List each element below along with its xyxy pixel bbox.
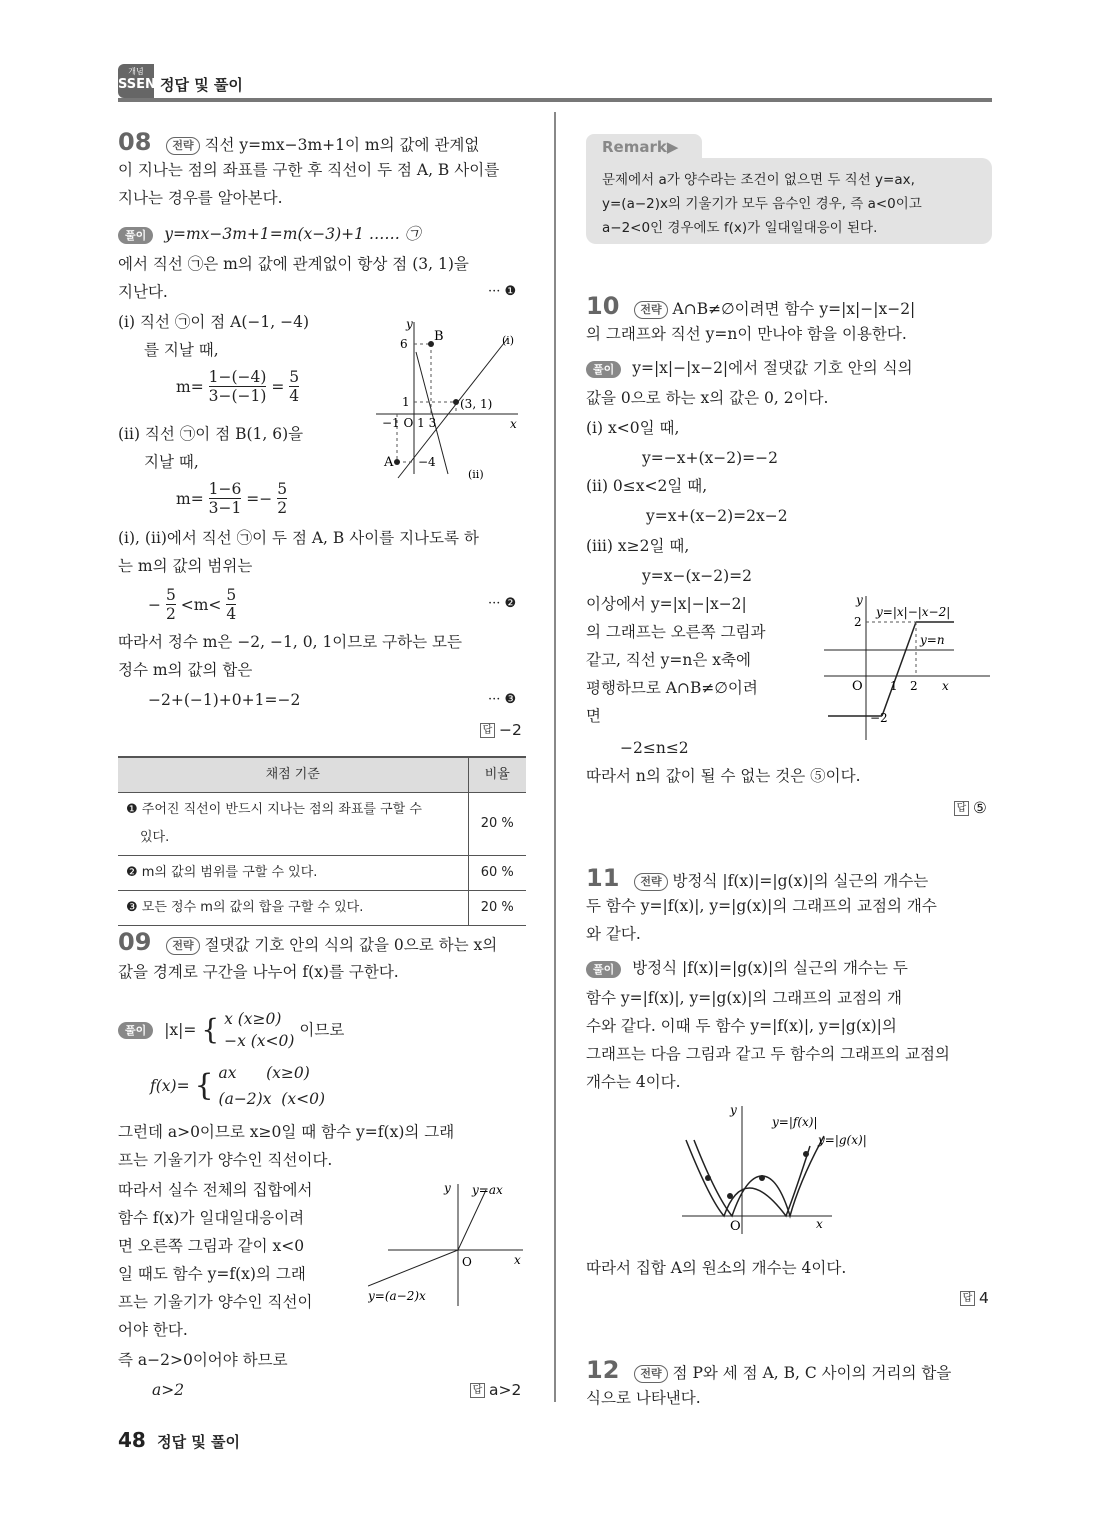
logo-top-text: 개념 [128, 67, 144, 76]
abs-lhs: |x|= [164, 1021, 197, 1039]
q09-line4: 함수 f(x)가 일대일대응이려 [118, 1209, 305, 1227]
tick-1: 1 [402, 395, 410, 409]
strategy-tag: 전략 [634, 1365, 667, 1383]
x-label: x [816, 1217, 823, 1231]
range-minus: − [148, 595, 161, 614]
line-ax [458, 1190, 486, 1250]
q09-line9: 즉 a−2>0이어야 하므로 [118, 1351, 288, 1369]
strategy-tag: 전략 [634, 301, 667, 319]
answer-value: a>2 [489, 1381, 522, 1399]
q11-sol-line1 [586, 954, 908, 982]
tick-minus2: −2 [870, 711, 888, 725]
tick-minus4: −4 [418, 455, 436, 469]
criteria-cell [118, 793, 468, 856]
line-i-label: (ⅰ) [502, 334, 515, 347]
q11-line4: 그래프는 다음 그림과 같고 두 함수의 그래프의 교점의 [586, 1045, 950, 1063]
q11-strategy-3: 와 같다. [586, 925, 641, 943]
criteria-cell: ❷ m의 값의 범위를 구할 수 있다. [118, 856, 468, 891]
range-mid: <m< [180, 595, 222, 614]
q09-abs-def [118, 1008, 344, 1052]
q10-line5: 같고, 직선 y=n은 x축에 [586, 651, 751, 669]
case-row: ax (x≥0) [218, 1064, 310, 1082]
q08-strategy-1: 직선 y=mx−3m+1이 m의 값에 관계없 [204, 136, 480, 154]
footer-title: 정답 및 풀이 [157, 1433, 240, 1451]
intersection-point [705, 1175, 711, 1181]
case-row: (a−2)x (x<0) [218, 1090, 325, 1108]
q10-strategy-1: A∩B≠∅이려면 함수 y=|x|−|x−2| [672, 300, 916, 318]
q10-line2: 값을 0으로 하는 x의 값은 0, 2이다. [586, 389, 829, 407]
origin-label: O [462, 1255, 472, 1269]
table-row [118, 793, 526, 856]
tick-x1: 1 [890, 679, 898, 693]
line-ii-label: (ⅱ) [468, 468, 484, 481]
frac-num: 5 [226, 586, 237, 604]
q12-number: 12 [586, 1356, 620, 1384]
logo-bottom-text: SSEN [118, 77, 156, 92]
q08-case1a: (ⅰ) 직선 ㉠이 점 A(−1, −4) [118, 313, 309, 331]
th-criteria: 채점 기준 [118, 757, 468, 793]
q08-case1b: 를 지날 때, [144, 341, 219, 359]
q12-strategy-2: 식으로 나타낸다. [586, 1389, 701, 1407]
q12-strategy-1: 점 P와 세 점 A, B, C 사이의 거리의 합을 [672, 1364, 952, 1382]
graph-mid [882, 622, 916, 716]
q11-line3: 수와 같다. 이때 두 함수 y=|f(x)|, y=|g(x)|의 [586, 1017, 897, 1035]
line-n-label: y=n [920, 633, 945, 647]
header-rule [118, 98, 992, 102]
q11-number: 11 [586, 864, 620, 892]
tick-x2: 2 [910, 679, 918, 693]
q08-range [148, 586, 236, 623]
q08-strategy-2: 이 지나는 점의 좌표를 구한 후 직선이 두 점 A, B 사이를 [118, 161, 500, 179]
q09-number: 09 [118, 928, 152, 956]
right-column [586, 292, 992, 1412]
q10-line9: 따라서 n의 값이 될 수 없는 것은 ⑤이다. [586, 767, 861, 785]
q08-line7: 정수 m의 값의 합은 [118, 661, 253, 679]
q10-answer [954, 794, 987, 822]
q09-f-def [150, 1060, 325, 1112]
q08-graph [368, 314, 528, 484]
q08-frac1 [176, 368, 299, 405]
line-a2x-label: y=(a−2)x [368, 1289, 426, 1303]
q08-number: 08 [118, 128, 152, 156]
q11-answer [960, 1284, 989, 1312]
x-ticks: −1 O 1 3 [382, 416, 437, 430]
g-label: y=|g(x)| [818, 1133, 867, 1147]
f-label: y=|f(x)| [772, 1115, 818, 1129]
q08-line6: 따라서 정수 m은 −2, −1, 0, 1이므로 구하는 모든 [118, 633, 462, 651]
frac-num: 5 [165, 586, 176, 604]
q09-line8: 어야 한다. [118, 1321, 188, 1339]
B-label: B [434, 329, 444, 344]
x-label: x [942, 679, 949, 693]
brace-icon: { [194, 1068, 214, 1103]
intersection-point [803, 1151, 809, 1157]
scoring-table [118, 756, 526, 926]
remark-line3: a−2<0인 경우에도 f(x)가 일대일대응이 된다. [602, 220, 878, 236]
q08-sol-line1 [118, 220, 420, 248]
q11-strategy-line1 [586, 864, 928, 895]
frac-den: 2 [277, 499, 288, 517]
q10-eq1: y=−x+(x−2)=−2 [642, 449, 778, 467]
remark-line1: 문제에서 a가 양수라는 조건이 없으면 두 직선 y=ax, [602, 172, 915, 188]
frac-eq: =− [246, 489, 273, 508]
q10-graph [822, 590, 992, 742]
answer-value: ⑤ [973, 799, 987, 817]
page-header [118, 60, 992, 102]
th-ratio: 비율 [468, 757, 526, 793]
case-row: x (x≥0) [224, 1010, 282, 1028]
x-label: x [510, 417, 517, 431]
q11-graph [676, 1100, 916, 1236]
q09-strategy-line1 [118, 928, 497, 959]
q10-line6: 평행하므로 A∩B≠∅이려 [586, 679, 758, 697]
criteria-cell: ❸ 모든 정수 m의 값의 합을 구할 수 있다. [118, 891, 468, 926]
y-label: y [444, 1181, 451, 1195]
frac-den: 3−(−1) [208, 387, 267, 405]
q11-strategy-2: 두 함수 y=|f(x)|, y=|g(x)|의 그래프의 교점의 개수 [586, 897, 937, 915]
mark-1: ··· ❶ [488, 284, 517, 299]
remark-tab: Remark▶ [586, 134, 702, 160]
origin-label: O [730, 1219, 741, 1234]
frac-den: 4 [226, 605, 237, 623]
mark-2: ··· ❷ [488, 596, 517, 611]
table-row [118, 891, 526, 926]
solution-tag: 풀이 [586, 961, 621, 978]
strategy-tag: 전략 [634, 873, 667, 891]
mark-3: ··· ❸ [488, 692, 517, 707]
q10-eq3: y=x−(x−2)=2 [642, 567, 753, 585]
f-lhs: f(x)= [150, 1077, 190, 1095]
frac-lhs: m= [176, 489, 204, 508]
q10-strategy-2: 의 그래프와 직선 y=n이 만나야 함을 이용한다. [586, 325, 907, 343]
q09-line5: 면 오른쪽 그림과 같이 x<0 [118, 1237, 305, 1255]
q08-line8: −2+(−1)+0+1=−2 [148, 691, 301, 709]
solution-tag: 풀이 [118, 1022, 153, 1039]
A-label: A [384, 455, 394, 470]
q09-line3: 따라서 실수 전체의 집합에서 [118, 1181, 313, 1199]
frac-num: 1−(−4) [208, 368, 267, 386]
frac-den: 4 [289, 387, 300, 405]
q10-line8: −2≤n≤2 [620, 739, 689, 757]
q10-number: 10 [586, 292, 620, 320]
q10-sol-line1 [586, 354, 913, 382]
curve-f [686, 1140, 810, 1216]
q11-line5: 개수는 4이다. [586, 1073, 681, 1091]
y-label: y [856, 593, 863, 607]
answer-icon: 답 [480, 723, 495, 738]
q10-strategy-line1 [586, 292, 915, 323]
x-label: x [514, 1253, 521, 1267]
brace-icon: { [201, 1013, 220, 1046]
q09-line10: a>2 [152, 1381, 185, 1399]
q08-strategy-line1 [118, 128, 479, 159]
q08-line2: 에서 직선 ㉠은 m의 값에 관계없이 항상 점 (3, 1)을 [118, 255, 469, 273]
curve-g [694, 1136, 824, 1216]
line-ax-label: y=ax [472, 1183, 503, 1197]
intersection-point [759, 1175, 765, 1181]
criteria-text-2: 있다. [140, 830, 170, 845]
answer-value: 4 [979, 1289, 989, 1307]
ssen-logo [118, 64, 154, 98]
q10-case3: (ⅲ) x≥2일 때, [586, 537, 690, 555]
point-label: (3, 1) [460, 397, 493, 411]
line-a2x [368, 1250, 458, 1286]
q10-line7: 면 [586, 707, 601, 725]
q08-eq1: y=mx−3m+1=m(x−3)+1 …… ㉠ [164, 225, 421, 243]
q08-line4: (ⅰ), (ⅱ)에서 직선 ㉠이 두 점 A, B 사이를 지나도록 하 [118, 529, 479, 547]
q09-line7: 프는 기울기가 양수인 직선이 [118, 1293, 313, 1311]
q09-line1: 그런데 a>0이므로 x≥0일 때 함수 y=f(x)의 그래 [118, 1123, 455, 1141]
q11-line6: 따라서 집합 A의 원소의 개수는 4이다. [586, 1259, 847, 1277]
graph-label: y=|x|−|x−2| [876, 605, 951, 619]
header-title: 정답 및 풀이 [160, 76, 243, 94]
q10-line4: 의 그래프는 오른쪽 그림과 [586, 623, 766, 641]
y-label: y [730, 1103, 737, 1117]
frac-den: 2 [165, 605, 176, 623]
ratio-cell: 20 % [468, 891, 526, 926]
strategy-tag: 전략 [166, 937, 199, 955]
q08-answer [480, 716, 522, 744]
frac-num: 5 [289, 368, 300, 386]
page-footer [118, 1428, 240, 1452]
solution-tag: 풀이 [586, 361, 621, 378]
answer-icon: 답 [470, 1383, 485, 1398]
frac-den: 3−1 [208, 499, 242, 517]
q08-line3: 지난다. [118, 283, 168, 301]
frac-num: 5 [277, 480, 288, 498]
y-label: y [406, 317, 413, 331]
criteria-text: ❶ 주어진 직선이 반드시 지나는 점의 좌표를 구할 수 [126, 802, 422, 817]
origin-label: O [852, 679, 863, 694]
q10-eq2: y=x+(x−2)=2x−2 [646, 507, 788, 525]
q08-case2b: 지날 때, [144, 453, 199, 471]
q08-line5: 는 m의 값의 범위는 [118, 557, 253, 575]
q10-line3: 이상에서 y=|x|−|x−2| [586, 595, 747, 613]
tick-2: 2 [854, 615, 862, 629]
q09-strategy-2: 값을 경계로 구간을 나누어 f(x)를 구한다. [118, 963, 399, 981]
ratio-cell: 60 % [468, 856, 526, 891]
frac-num: 1−6 [208, 480, 242, 498]
ratio-cell: 20 % [468, 793, 526, 856]
q12-strategy-line1 [586, 1356, 951, 1387]
tick-6: 6 [400, 337, 408, 351]
q08-frac2 [176, 480, 287, 517]
q09-answer [470, 1376, 521, 1404]
q09-line2: 프는 기울기가 양수인 직선이다. [118, 1151, 333, 1169]
q09-line6: 일 때도 함수 y=f(x)의 그래 [118, 1265, 306, 1283]
page-number: 48 [118, 1428, 146, 1452]
q09-strategy-1: 절댓값 기호 안의 식의 값을 0으로 하는 x의 [204, 936, 498, 954]
frac-lhs: m= [176, 377, 204, 396]
q11-strategy-1: 방정식 |f(x)|=|g(x)|의 실근의 개수는 [672, 872, 929, 890]
remark-box [586, 158, 992, 244]
table-row [118, 856, 526, 891]
strategy-tag: 전략 [166, 137, 199, 155]
table-header [118, 757, 526, 793]
q10-case2: (ⅱ) 0≤x<2일 때, [586, 477, 708, 495]
intersection-point [727, 1193, 733, 1199]
case-row: −x (x<0) [224, 1032, 295, 1050]
q08-strategy-3: 지나는 경우를 알아본다. [118, 189, 283, 207]
answer-value: −2 [499, 721, 522, 739]
point-31 [453, 399, 459, 405]
left-column [118, 128, 528, 1418]
point-A [394, 459, 400, 465]
q11-line1: 방정식 |f(x)|=|g(x)|의 실근의 개수는 두 [632, 959, 908, 977]
answer-icon: 답 [954, 801, 969, 816]
q09-graph [368, 1176, 528, 1316]
q10-line1: y=|x|−|x−2|에서 절댓값 기호 안의 식의 [632, 359, 913, 377]
frac-eq: = [271, 377, 285, 396]
q11-line2: 함수 y=|f(x)|, y=|g(x)|의 그래프의 교점의 개 [586, 989, 902, 1007]
solution-tag: 풀이 [118, 227, 153, 244]
abs-tail: 이므로 [299, 1021, 345, 1039]
remark-line2: y=(a−2)x의 기울기가 모두 음수인 경우, 즉 a<0이고 [602, 196, 922, 212]
column-divider [554, 112, 556, 1402]
q08-case2a: (ⅱ) 직선 ㉠이 점 B(1, 6)을 [118, 425, 304, 443]
q10-case1: (ⅰ) x<0일 때, [586, 419, 680, 437]
answer-icon: 답 [960, 1291, 975, 1306]
